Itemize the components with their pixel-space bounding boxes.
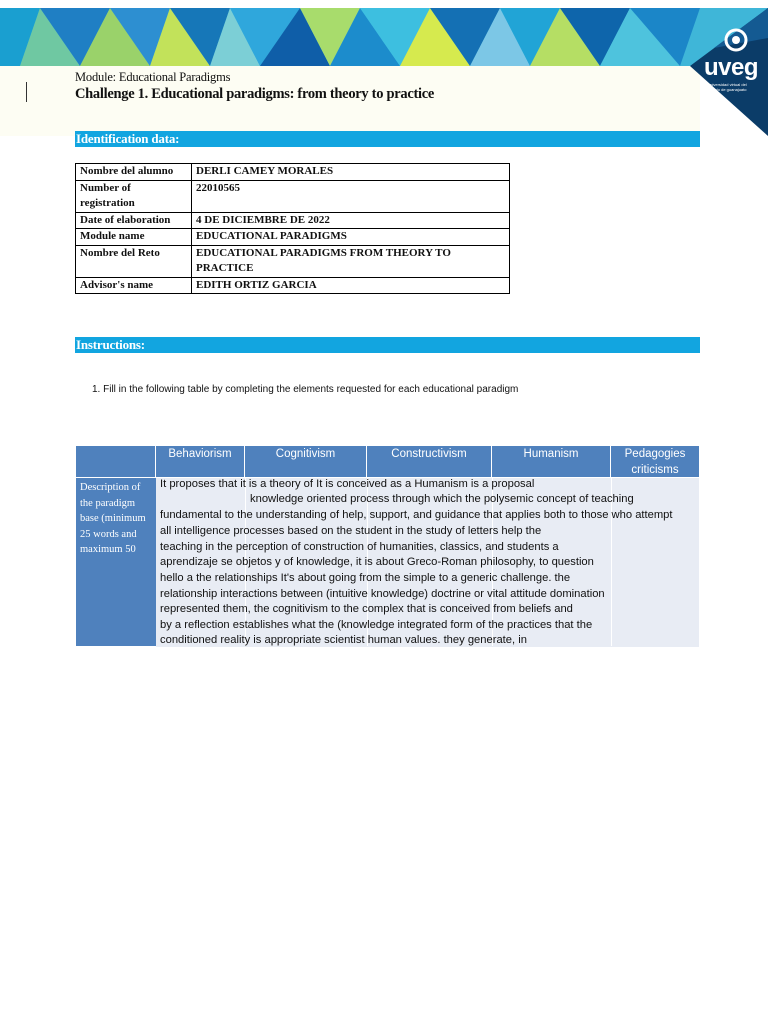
field-label: Advisor's name xyxy=(76,277,192,294)
margin-mark xyxy=(26,82,27,102)
row-label: Description of the paradigm base (minimum 25 words and maximum 50 xyxy=(76,477,156,646)
text-line: teaching in the perception of construction of humanities, classics, and students a xyxy=(160,541,559,553)
header-pedagogies-criticisms xyxy=(611,446,699,477)
field-value: EDUCATIONAL PARADIGMS FROM THEORY TO PRACTICE xyxy=(192,245,510,277)
header-humanism xyxy=(492,446,611,477)
field-value: DERLI CAMEY MORALES xyxy=(192,164,510,181)
table-row xyxy=(76,180,510,212)
text-line: by a reflection establishes what the (knowledge integrated form of the practices that the xyxy=(160,619,593,631)
text-line: fundamental to the understanding of help, support, and guidance that applies both to those who attempt xyxy=(160,509,673,521)
logo-subtext: universidad virtual del estado de guanajuato xyxy=(708,82,747,92)
text-line: knowledge oriented process through which the polysemic concept of teaching xyxy=(250,493,634,505)
instruction-item: 1. Fill in the following table by completing the elements requested for each educational paradigm xyxy=(92,384,519,395)
module-title: Module: Educational Paradigms xyxy=(75,70,231,84)
header-label: Constructivism xyxy=(391,448,467,460)
field-value: EDITH ORTIZ GARCIA xyxy=(192,277,510,294)
field-value: EDUCATIONAL PARADIGMS xyxy=(192,229,510,246)
header-label: Behaviorism xyxy=(168,448,232,460)
field-label: Date of elaboration xyxy=(76,212,192,229)
text-line: hello a the relationships It's about going from the simple to a generic challenge. the xyxy=(160,572,571,584)
header-cognitivism xyxy=(245,446,367,477)
header-constructivism xyxy=(367,446,492,477)
field-value: 22010565 xyxy=(192,180,510,212)
table-row xyxy=(76,229,510,246)
header-cell-empty xyxy=(76,446,156,477)
table-row xyxy=(76,277,510,294)
identification-table xyxy=(75,163,510,294)
uveg-logo xyxy=(690,8,768,136)
table-row xyxy=(76,164,510,181)
challenge-title: Challenge 1. Educational paradigms: from theory to practice xyxy=(75,86,434,102)
header-label: Humanism xyxy=(523,448,579,460)
field-label: Nombre del alumno xyxy=(76,164,192,181)
field-label: Nombre del Reto xyxy=(76,245,192,277)
text-line: conditioned reality is appropriate scientist human values. they generate, in xyxy=(160,634,527,646)
instructions-heading: Instructions: xyxy=(75,337,700,353)
table-row xyxy=(76,212,510,229)
text-line: all intelligence processes based on the student in the study of letters help the xyxy=(160,525,542,537)
header-label: criticisms xyxy=(631,464,679,476)
logo-text: uveg xyxy=(704,54,759,81)
header-label: Pedagogies xyxy=(624,448,686,460)
text-line: represented them, the cognitivism to the complex that is conceived from beliefs and xyxy=(160,603,573,615)
text-line: aprendizaje se objetos y of knowledge, it is about Greco-Roman philosophy, to question xyxy=(160,556,594,568)
text-line: It proposes that it is a theory of It is conceived as a Humanism is a proposal xyxy=(160,478,535,490)
field-value: 4 DE DICIEMBRE DE 2022 xyxy=(192,212,510,229)
header-label: Cognitivism xyxy=(275,448,336,460)
field-label: Number of registration xyxy=(76,180,192,212)
header-behaviorism xyxy=(156,446,245,477)
identification-heading: Identification data: xyxy=(75,131,700,147)
table-row xyxy=(76,245,510,277)
field-label: Module name xyxy=(76,229,192,246)
text-line: relationship interactions between (intuitive knowledge) doctrine or vital attitude domination xyxy=(160,588,605,600)
